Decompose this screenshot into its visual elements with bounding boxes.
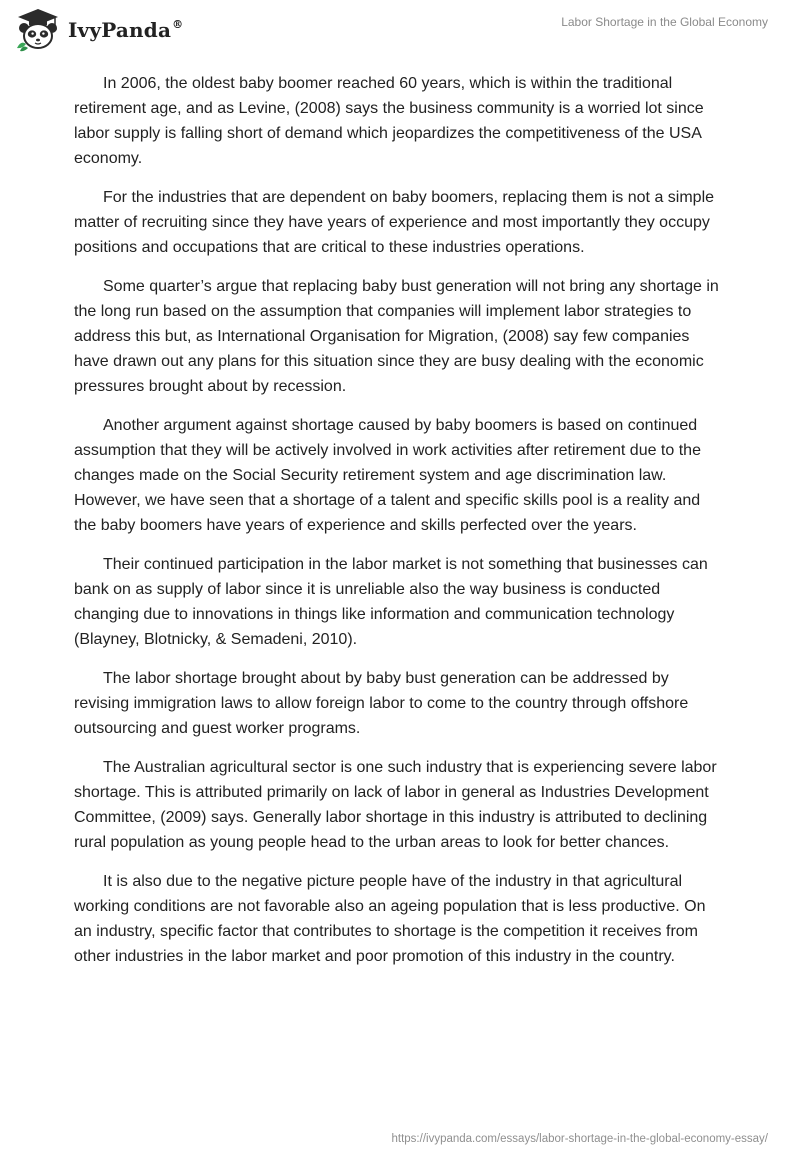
paragraph: The labor shortage brought about by baby bust generation can be addressed by revising immigration laws to allow foreign labor to come to the country through offshore outsourcing and guest worker programs. [74,670,689,737]
paragraph: It is also due to the negative picture people have of the industry in that agricultural working conditions are not favorable also an ageing population that is less productive. On an industry, specific factor that contributes to shortage is the competition it receives from other industries in the labor market and poor promotion of this industry in the country. [74,873,706,965]
paragraph: For the industries that are dependent on baby boomers, replacing them is not a simple matter of recruiting since they have years of experience and most importantly they occupy positions and occupations that are critical to these industries operations. [74,189,715,256]
paragraph: Some quarter’s argue that replacing baby bust generation will not bring any shortage in the long run based on the assumption that companies will implement labor strategies to address this but, as International Organisation for Migration, (2008) say few companies have drawn out any plans for this situation since they are busy dealing with the economic pressures brought about by recession. [74,278,719,395]
paragraph: The Australian agricultural sector is one such industry that is experiencing severe labor shortage. This is attributed primarily on lack of labor in general as Industries Development Committee, (2009) says. Generally labor shortage in this industry is attributed to declining rural population as young people head to the urban areas to look for better chances. [74,759,717,851]
brand-name: IvyPanda® [68,18,184,42]
document-title: Labor Shortage in the Global Economy [561,15,768,29]
essay-body [74,71,724,983]
paragraph: Their continued participation in the labor market is not something that businesses can bank on as supply of labor since it is unreliable also the way business is conducted changing due to innovations in things like information and communication technology (Blayney, Blotnicky, & Semadeni, 2010). [74,556,708,648]
source-url[interactable]: https://ivypanda.com/essays/labor-shortage-in-the-global-economy-essay/ [391,1133,768,1145]
page-header [0,0,800,60]
paragraph: Another argument against shortage caused by baby boomers is based on continued assumption that they will be actively involved in work activities after retirement due to the changes made on the Social Security retirement system and age discrimination law. However, we have seen that a shortage of a talent and specific skills pool is a reality and the baby boomers have years of experience and skills perfected over the years. [74,417,701,534]
panda-mascot-icon [14,8,62,52]
paragraph: In 2006, the oldest baby boomer reached 60 years, which is within the traditional retirement age, and as Levine, (2008) says the business community is a worried lot since labor supply is falling short of demand which jeopardizes the competitiveness of the USA economy. [74,75,704,167]
ivypanda-logo[interactable] [14,8,183,52]
